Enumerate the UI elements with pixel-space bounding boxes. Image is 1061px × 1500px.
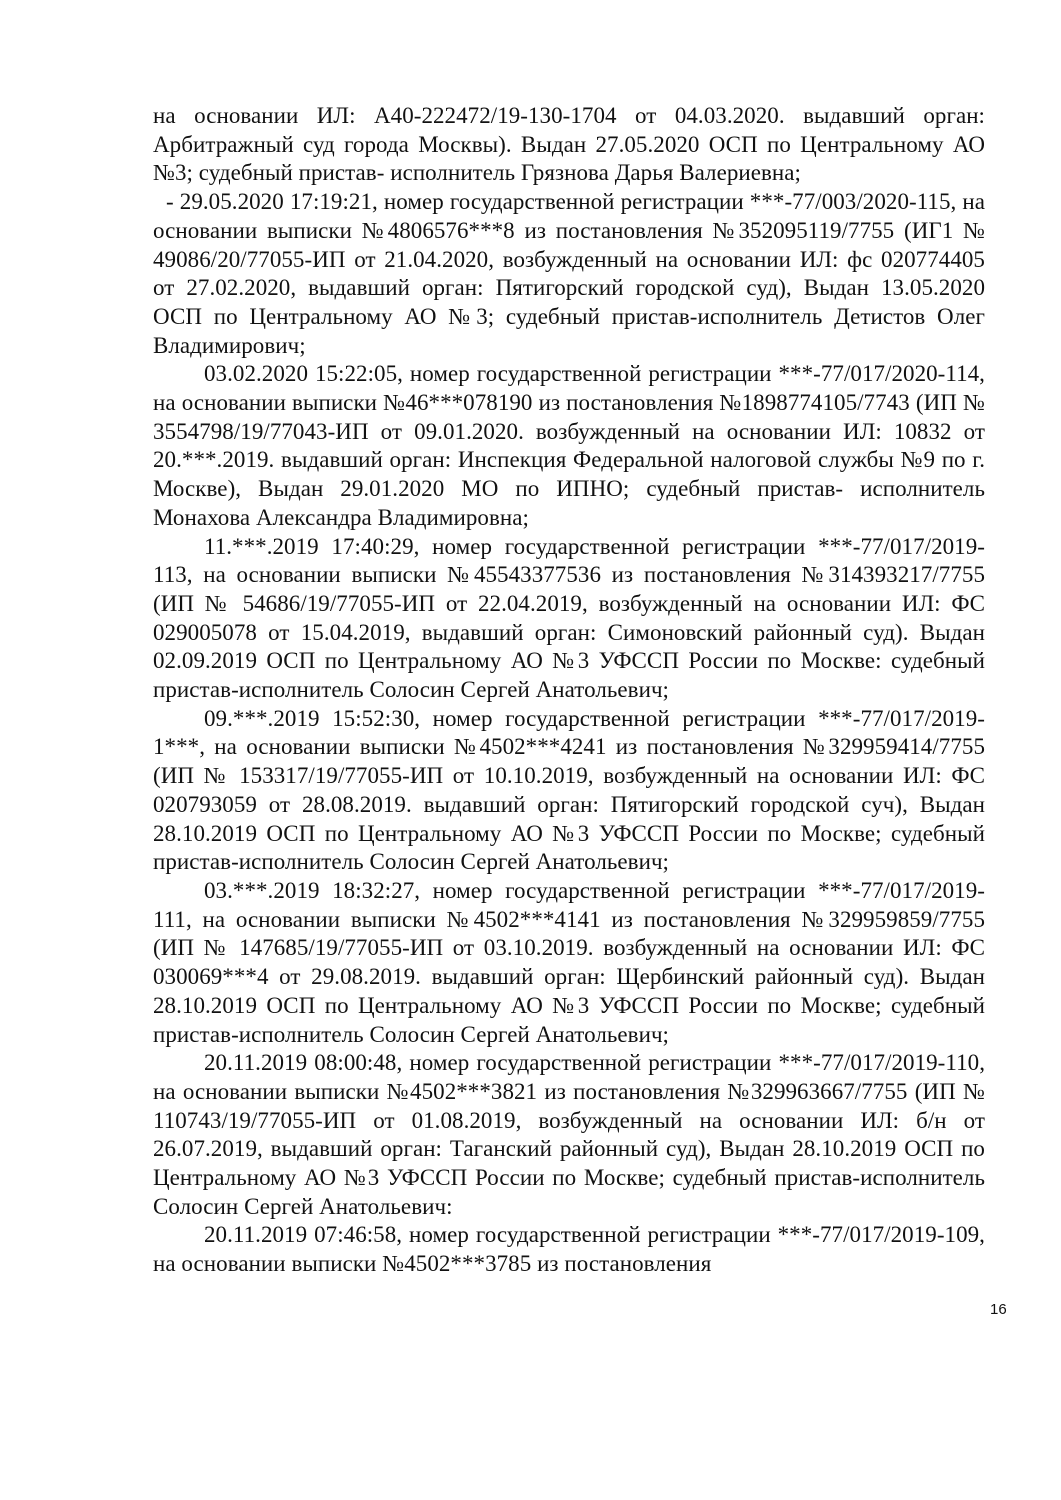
paragraph-entry-29-05-2020: - 29.05.2020 17:19:21, номер государственной регистрации ***-77/003/2020-115, на основании выписки №4806576***8 из постановления №352095119/7755 (ИГ1 № 49086/20/77055-ИП от 21.04.2020, возбужденный на основании ИЛ: фс 020774405 от 27.02.2020, выдавший орган: Пятигорский городской суд), Выдан 13.05.2020 ОСП по Центральному АО №3; судебный пристав-исполнитель Детистов Олег Владимирович; (153, 189, 985, 358)
paragraph-continuation: на основании ИЛ: А40-222472/19-130-1704 от 04.03.2020. выдавший орган: Арбитражный суд города Москвы). Выдан 27.05.2020 ОСП по Центральному АО №3; судебный пристав- исполнитель Грязнова Дарья Валериевна; (153, 103, 985, 186)
paragraph-entry-11-2019: 11.***.2019 17:40:29, номер государственной регистрации ***-77/017/2019-113, на основании выписки №45543377536 из постановления №314393217/7755 (ИП № 54686/19/77055-ИП от 22.04.2019, возбужденный на основании ИЛ: ФС 029005078 от 15.04.2019, выдавший орган: Симоновский районный суд). Выдан 02.09.2019 ОСП по Центральному АО №3 УФССП России по Москве: судебный пристав-исполнитель Солосин Сергей Анатольевич; (153, 533, 985, 703)
document-body (153, 102, 985, 1279)
page-number: 16 (990, 1301, 1007, 1318)
paragraph-entry-20-11-2019-a: 20.11.2019 08:00:48, номер государственной регистрации ***-77/017/2019-110, на основании выписки №4502***3821 из постановления №329963667/7755 (ИП № 110743/19/77055-ИП от 01.08.2019, возбужденный на основании ИЛ: б/н от 26.07.2019, выдавший орган: Таганский районный суд), Выдан 28.10.2019 ОСП по Центральному АО №3 УФССП России по Москве; судебный пристав-исполнитель Солосин Сергей Анатольевич: (153, 1050, 985, 1219)
paragraph-entry-20-11-2019-b: 20.11.2019 07:46:58, номер государственной регистрации ***-77/017/2019-109, на основании выписки №4502***3785 из постановления (153, 1222, 985, 1277)
paragraph-entry-03-02-2020: 03.02.2020 15:22:05, номер государственной регистрации ***-77/017/2020-114, на основании выписки №46***078190 из постановления №1898774105/7743 (ИП № 3554798/19/77043-ИП от 09.01.2020. возбужденный на основании ИЛ: 10832 от 20.***.2019. выдавший орган: Инспекция Федеральной налоговой службы №9 по г. Москве), Выдан 29.01.2020 МО по ИПНО; судебный пристав- исполнитель Монахова Александра Владимировна; (153, 361, 985, 530)
paragraph-entry-03-2019: 03.***.2019 18:32:27, номер государственной регистрации ***-77/017/2019-111, на основании выписки №4502***4141 из постановления №329959859/7755 (ИП № 147685/19/77055-ИП от 03.10.2019. возбужденный на основании ИЛ: ФС 030069***4 от 29.08.2019. выдавший орган: Щербинский районный суд). Выдан 28.10.2019 ОСП по Центральному АО №3 УФССП России по Москве; судебный пристав-исполнитель Солосин Сергей Анатольевич; (153, 877, 985, 1047)
paragraph-entry-09-2019: 09.***.2019 15:52:30, номер государственной регистрации ***-77/017/2019-1***, на основании выписки №4502***4241 из постановления №329959414/7755 (ИП № 153317/19/77055-ИП от 10.10.2019, возбужденный на основании ИЛ: ФС 020793059 от 28.08.2019. выдавший орган: Пятигорский городской суч), Выдан 28.10.2019 ОСП по Центральному АО №3 УФССП России по Москве; судебный пристав-исполнитель Солосин Сергей Анатольевич; (153, 705, 985, 875)
